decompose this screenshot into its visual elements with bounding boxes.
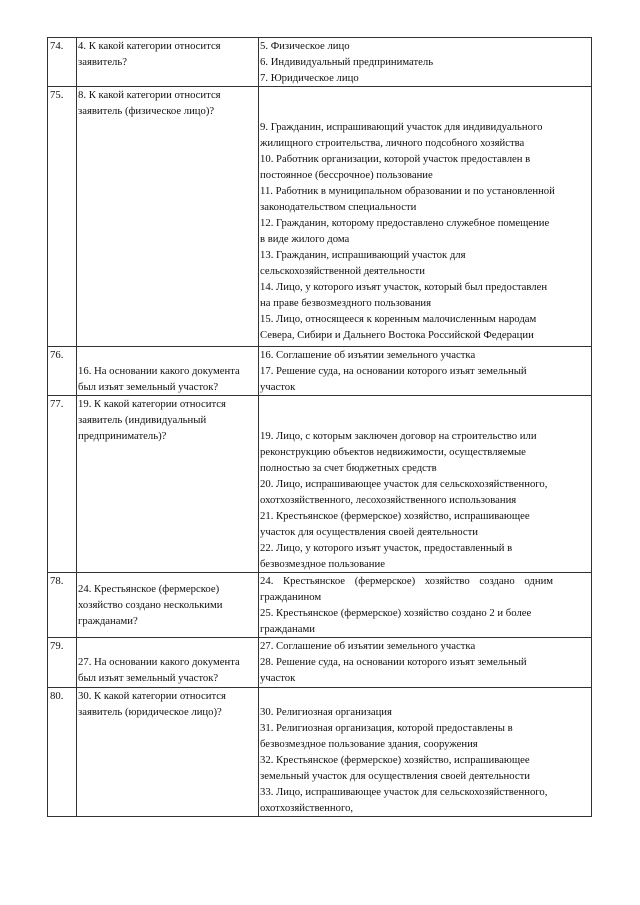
answer-option: 25. Крестьянское (фермерское) хозяйство создано 2 и более [260, 607, 532, 619]
answers-cell [259, 638, 592, 688]
question-line: был изъят земельный участок? [78, 381, 219, 393]
answers-cell [259, 573, 592, 638]
answer-option: 10. Работник организации, которой участок предоставлен в [260, 153, 531, 165]
answers-cell [259, 87, 592, 347]
answer-option: законодательством специальности [260, 201, 417, 213]
answer-option: 13. Гражданин, испрашивающий участок для [260, 249, 466, 261]
answer-option: полностью за счет бюджетных средств [260, 462, 437, 474]
table-row [48, 347, 592, 396]
answer-option: жилищного строительства, личного подсобного хозяйства [260, 137, 525, 149]
answer-option: 14. Лицо, у которого изъят участок, который был предоставлен [260, 281, 548, 293]
table-row [48, 396, 592, 573]
question-line: 27. На основании какого документа [78, 656, 240, 668]
answer-option: земельный участок для осуществления своей деятельности [260, 770, 531, 782]
answer-option: 30. Религиозная организация [260, 706, 392, 718]
answer-option: на праве безвозмездного пользования [260, 297, 432, 309]
question-line: 19. К какой категории относится [78, 398, 226, 410]
question-line: хозяйство создано несколькими [78, 599, 223, 611]
answer-option: 12. Гражданин, которому предоставлено служебное помещение [260, 217, 550, 229]
question-line: 16. На основании какого документа [78, 365, 240, 377]
table-row [48, 87, 592, 347]
question-line: заявитель (физическое лицо)? [78, 105, 215, 117]
answer-option: безвозмездное пользование здания, сооружения [260, 738, 478, 750]
row-number: 77. [48, 396, 77, 573]
question-line: 8. К какой категории относится [78, 89, 221, 101]
answers-cell [259, 347, 592, 396]
answer-option: 21. Крестьянское (фермерское) хозяйство, испрашивающее [260, 510, 530, 522]
answers-cell [259, 38, 592, 87]
question-line: гражданами? [78, 615, 138, 627]
answers-cell [259, 688, 592, 817]
answer-option: 15. Лицо, относящееся к коренным малочисленным народам [260, 313, 537, 325]
answer-option: гражданами [260, 623, 315, 635]
answer-option: 7. Юридическое лицо [260, 72, 359, 84]
row-number: 76. [48, 347, 77, 396]
question-line: заявитель (юридическое лицо)? [78, 706, 222, 718]
answer-option: 9. Гражданин, испрашивающий участок для индивидуального [260, 121, 543, 133]
answer-option: участок [260, 672, 296, 684]
table-row [48, 38, 592, 87]
answer-option: безвозмездное пользование [260, 558, 385, 570]
answer-option: 16. Соглашение об изъятии земельного участка [260, 349, 476, 361]
questionnaire-table [47, 37, 592, 817]
answer-option: 20. Лицо, испрашивающее участок для сельскохозяйственного, [260, 478, 548, 490]
question-line: заявитель? [78, 56, 128, 68]
answer-option: гражданином [260, 591, 322, 603]
answer-option: 6. Индивидуальный предприниматель [260, 56, 434, 68]
row-number: 80. [48, 688, 77, 817]
answer-option: 33. Лицо, испрашивающее участок для сельскохозяйственного, [260, 786, 548, 798]
answer-option: 17. Решение суда, на основании которого изъят земельный [260, 365, 527, 377]
question-line: 30. К какой категории относится [78, 690, 226, 702]
table-row [48, 688, 592, 817]
question-cell [77, 688, 259, 817]
question-cell [77, 573, 259, 638]
answer-option: 19. Лицо, с которым заключен договор на строительство или [260, 430, 537, 442]
row-number: 78. [48, 573, 77, 638]
answer-option: 5. Физическое лицо [260, 40, 350, 52]
answer-option: реконструкцию объектов недвижимости, осуществляемые [260, 446, 526, 458]
answer-option: участок для осуществления своей деятельности [260, 526, 479, 538]
answer-option: 22. Лицо, у которого изъят участок, предоставленный в [260, 542, 513, 554]
answer-option: в виде жилого дома [260, 233, 350, 245]
question-line: заявитель (индивидуальный [78, 414, 207, 426]
answer-option: Севера, Сибири и Дальнего Востока Российской Федерации [260, 329, 534, 341]
question-cell [77, 38, 259, 87]
answer-option: сельскохозяйственной деятельности [260, 265, 425, 277]
question-line: 4. К какой категории относится [78, 40, 221, 52]
answers-cell [259, 396, 592, 573]
row-number: 75. [48, 87, 77, 347]
question-cell [77, 638, 259, 688]
answer-option: участок [260, 381, 296, 393]
answer-option: постоянное (бессрочное) пользование [260, 169, 433, 181]
answer-option: охотхозяйственного, лесохозяйственного использования [260, 494, 517, 506]
row-number: 79. [48, 638, 77, 688]
answer-option: 27. Соглашение об изъятии земельного участка [260, 640, 476, 652]
question-line: предприниматель)? [78, 430, 167, 442]
question-line: был изъят земельный участок? [78, 672, 219, 684]
answer-option: 28. Решение суда, на основании которого изъят земельный [260, 656, 527, 668]
question-cell [77, 87, 259, 347]
answer-option: 32. Крестьянское (фермерское) хозяйство, испрашивающее [260, 754, 530, 766]
row-number: 74. [48, 38, 77, 87]
question-cell [77, 347, 259, 396]
answer-option: 31. Религиозная организация, которой предоставлены в [260, 722, 513, 734]
answer-option: охотхозяйственного, [260, 802, 354, 814]
question-cell [77, 396, 259, 573]
table-row [48, 573, 592, 638]
answer-option: 11. Работник в муниципальном образовании и по установленной [260, 185, 555, 197]
question-line: 24. Крестьянское (фермерское) [78, 583, 220, 595]
table-row [48, 638, 592, 688]
answer-option: 24. Крестьянское (фермерское) хозяйство создано одним [260, 575, 554, 587]
